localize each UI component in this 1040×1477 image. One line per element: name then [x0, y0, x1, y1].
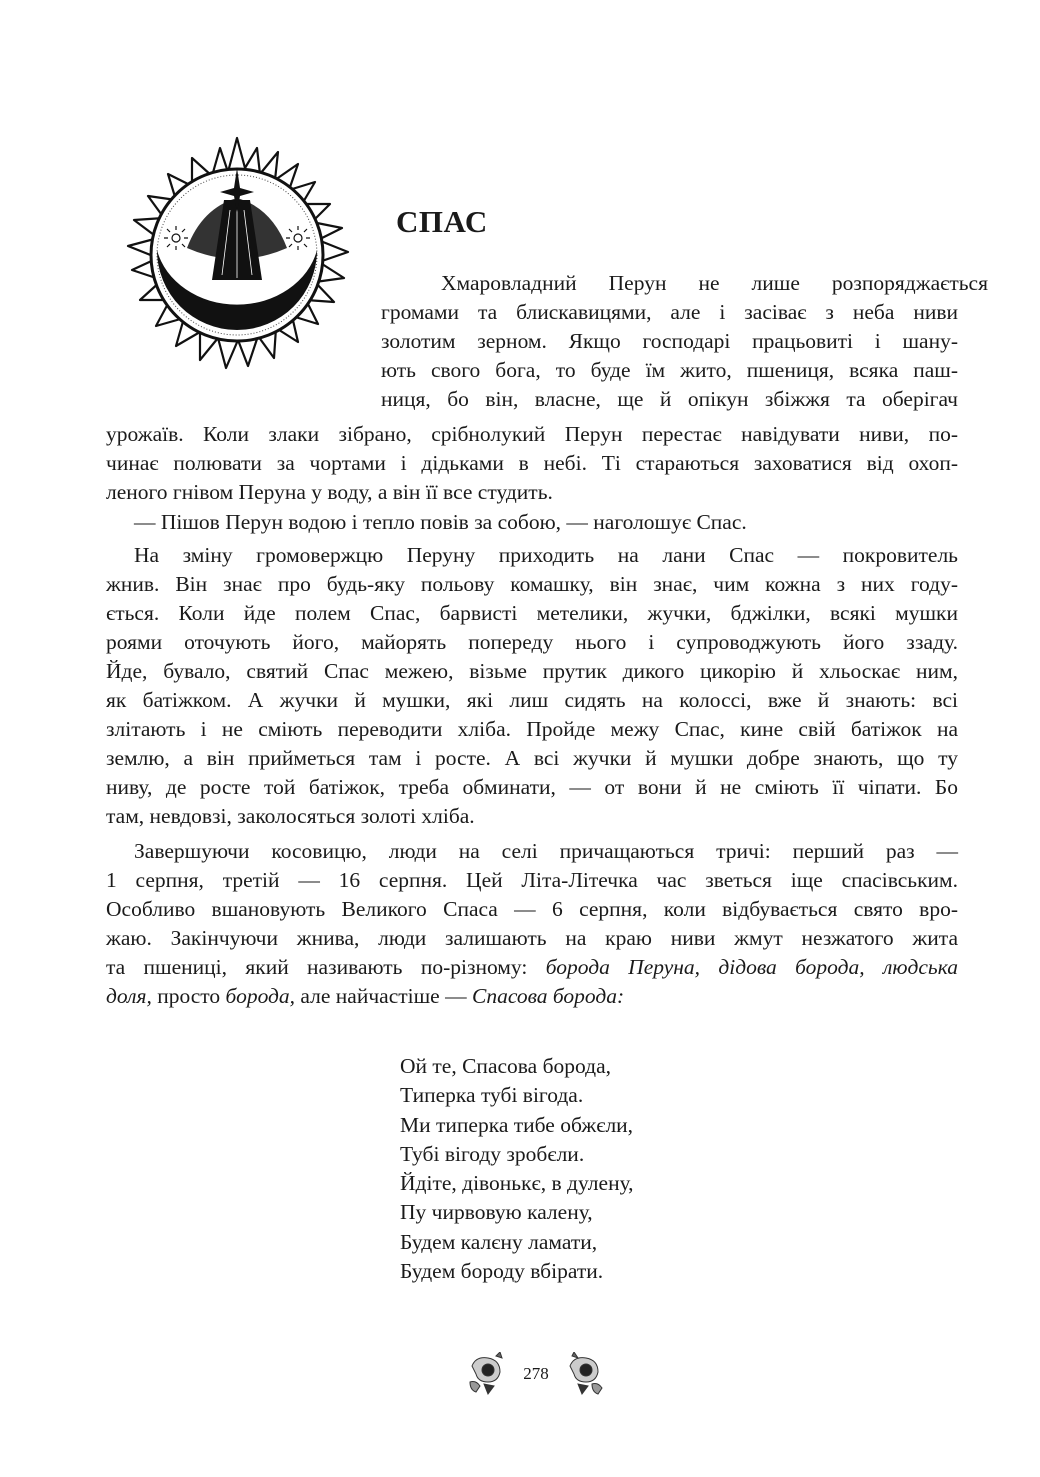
dialogue-line: — Пішов Перун водою і тепло повів за собою, — наголошує Спас. — [134, 510, 747, 534]
poem-line: Пу чирвовую калену, — [400, 1200, 593, 1225]
poem-verse — [400, 1052, 634, 1286]
text-line: урожаїв. Коли злаки зібрано, срібнолукий Перун перестає навідувати ниви, по- — [106, 422, 958, 446]
text-line: громами та блискавицями, але і засіває з неба ниви — [381, 300, 958, 324]
text-line: роями оточують його, майорять попереду нього і супроводжують його ззаду. — [106, 630, 958, 654]
poem-line: Типерка тубі вігода. — [400, 1083, 584, 1108]
text-line: ниву, де росте той батіжок, треба обминати, — от вони й не сміють її чіпати. Бо — [106, 775, 958, 799]
text-line: як батіжком. А жучки й мушки, які лиш сидять на колоссі, вже й знають: всі — [106, 688, 958, 712]
text-line: леного гнівом Перуна у воду, а він її все студить. — [106, 480, 553, 504]
poem-line: Ой те, Спасова борода, — [400, 1054, 611, 1078]
text-line: Особливо вшановують Великого Спаса — 6 серпня, коли відбувається свято вро- — [106, 897, 958, 921]
text-line: жаю. Закінчуючи жнива, люди залишають на краю ниви жмут незжатого жита — [106, 926, 958, 950]
folk-ornament-icon — [564, 1352, 606, 1396]
poem-line: Йдіте, дівонькє, в дулену, — [400, 1171, 634, 1196]
page-number: 278 — [523, 1364, 549, 1383]
text-line: землю, а він прийметься там і росте. А всі жучки й мушки добре знають, що ту — [106, 746, 958, 770]
poem-line: Тубі вігоду зробєли. — [400, 1141, 585, 1166]
text-line: ється. Коли йде полем Спас, барвисті метелики, жучки, бджілки, всякі мушки — [106, 601, 958, 625]
text-line: ють свого бога, то буде їм жито, пшениця, всяка паш- — [381, 358, 958, 382]
sun-wheat-crescent-emblem-icon — [112, 130, 362, 380]
poem-line: Ми типерка тибе обжєли, — [400, 1112, 634, 1137]
page-footer — [466, 1352, 606, 1396]
text-line: 1 серпня, третій — 16 серпня. Цей Літа-Літечка час зветься іще спасівським. — [106, 868, 958, 892]
text-line: доля, просто борода, але найчастіше — Спасова борода: — [106, 984, 625, 1008]
text-line: ниця, бо він, власне, ще й опікун збіжжя та оберігач — [381, 387, 958, 411]
text-line: Завершуючи косовицю, люди на селі причащаються тричі: перший раз — — [134, 839, 958, 863]
text-line: злітають і не сміють переводити хліба. Пройде межу Спас, кине свій батіжок на — [106, 717, 958, 741]
text-line: та пшениці, який називають по-різному: борода Перуна, дідова борода, людська — [106, 955, 958, 979]
text-line: там, невдовзі, заколосяться золоті хліба. — [106, 804, 475, 828]
text-line: жнив. Він знає про будь-яку польову комашку, він знає, чим кожна з них году- — [106, 572, 958, 596]
text-line: чинає полювати за чортами і дідьками в небі. Ті стараються заховатися від охоп- — [106, 451, 958, 475]
folk-ornament-icon — [466, 1352, 508, 1396]
chapter-title: СПАС — [396, 204, 488, 239]
italic-names: борода Перуна, дідова борода, людська — [545, 955, 958, 979]
text-line: золотим зерном. Якщо господарі працьовиті і шану- — [381, 329, 958, 353]
poem-line: Будем калєну ламати, — [400, 1229, 598, 1254]
text-line: На зміну громовержцю Перуну приходить на лани Спас — покровитель — [134, 543, 958, 567]
text-line: Хмаровладний Перун не лише розпоряджається — [441, 271, 988, 295]
poem-line: Будем бороду вбірати. — [400, 1259, 604, 1284]
text-line: Йде, бувало, святий Спас межею, візьме прутик дикого цикорію й хльоскає ним, — [106, 659, 958, 683]
